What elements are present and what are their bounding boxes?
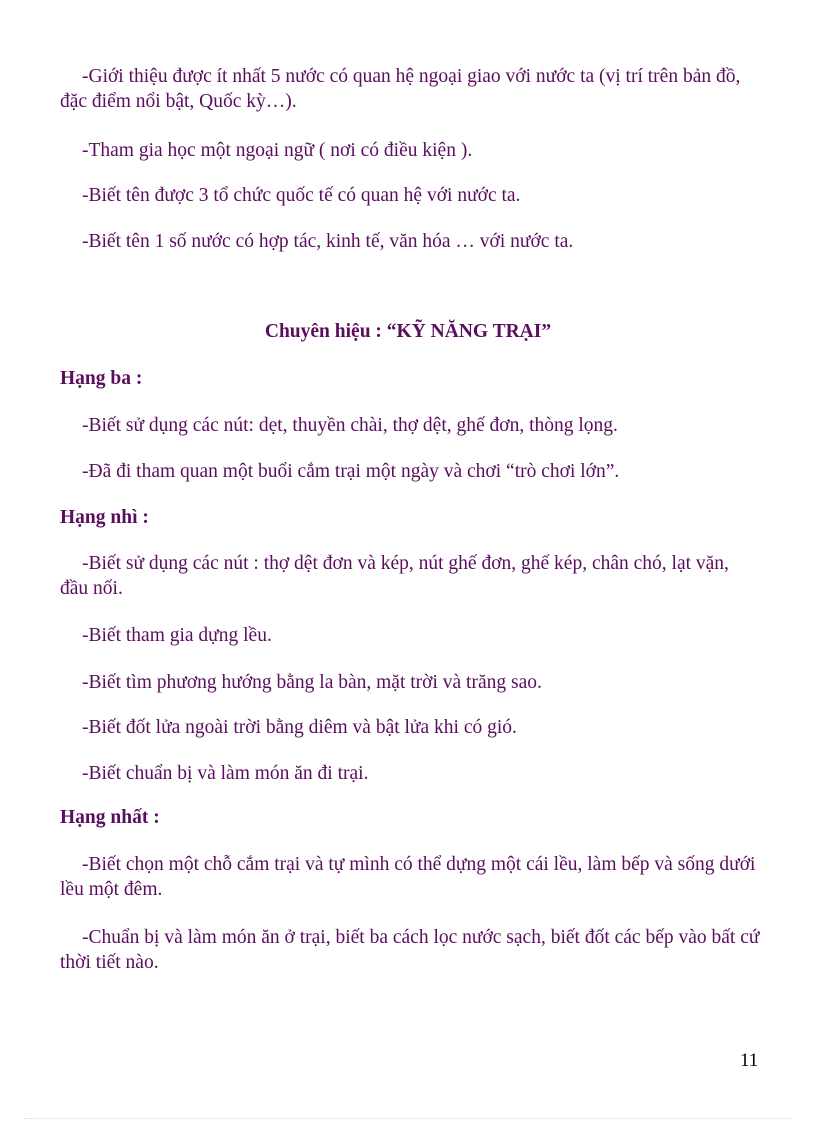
hang-ba-heading: Hạng ba : — [60, 368, 143, 389]
hang-nhi-item-3: -Biết tìm phương hướng bằng la bàn, mặt trời và trăng sao. — [82, 672, 542, 693]
page-number: 11 — [740, 1050, 759, 1071]
intro-item-3: -Biết tên được 3 tổ chức quốc tế có quan hệ với nước ta. — [82, 185, 521, 206]
hang-nhi-item-1: -Biết sử dụng các nút : thợ dệt đơn và kép, nút ghế đơn, ghế kép, chân chó, lạt vặn, đầu nối. — [60, 553, 729, 599]
hang-ba-item-2: -Đã đi tham quan một buổi cắm trại một ngày và chơi “trò chơi lớn”. — [82, 461, 620, 482]
hang-nhi-heading: Hạng nhì : — [60, 507, 149, 528]
hang-nhi-item-4: -Biết đốt lửa ngoài trời bằng diêm và bật lửa khi có gió. — [82, 717, 517, 738]
hang-nhat-heading: Hạng nhất : — [60, 807, 160, 828]
hang-nhi-item-2: -Biết tham gia dựng lều. — [82, 625, 272, 646]
hang-nhat-item-1: -Biết chọn một chỗ cắm trại và tự mình có thể dựng một cái lều, làm bếp và sống dưới lều một đêm. — [60, 854, 756, 900]
hang-nhi-item-5: -Biết chuẩn bị và làm món ăn đi trại. — [82, 763, 369, 784]
hang-ba-item-1: -Biết sử dụng các nút: dẹt, thuyền chài, thợ dệt, ghế đơn, thòng lọng. — [82, 415, 618, 436]
hang-nhat-item-2: -Chuẩn bị và làm món ăn ở trại, biết ba cách lọc nước sạch, biết đốt các bếp vào bất cứ thời tiết nào. — [60, 927, 760, 973]
intro-item-2: -Tham gia học một ngoại ngữ ( nơi có điều kiện ). — [82, 140, 473, 161]
section-title: Chuyên hiệu : “KỸ NĂNG TRẠI” — [264, 321, 552, 342]
intro-item-4: -Biết tên 1 số nước có hợp tác, kinh tế, văn hóa … với nước ta. — [82, 231, 574, 252]
page-bottom-divider — [24, 1118, 792, 1119]
intro-item-1: -Giới thiệu được ít nhất 5 nước có quan hệ ngoại giao với nước ta (vị trí trên bản đồ, đặc điểm nổi bật, Quốc kỳ…). — [60, 66, 741, 112]
